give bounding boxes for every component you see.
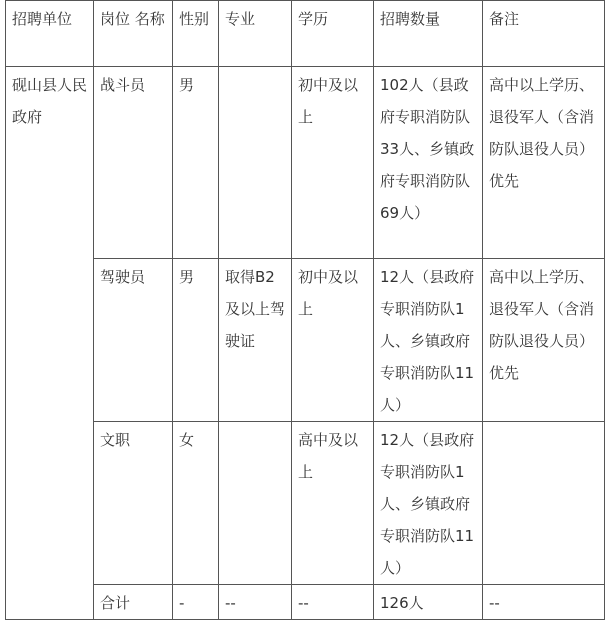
count-cell: 12人（县政府专职消防队1人、乡镇政府专职消防队11人）	[374, 259, 483, 422]
recruitment-table	[5, 0, 605, 620]
education-cell: 高中及以上	[292, 422, 374, 585]
count-cell: 102人（县政府专职消防队33人、乡镇政府专职消防队69人）	[374, 67, 483, 259]
table-row	[6, 67, 605, 259]
header-count: 招聘数量	[374, 1, 483, 67]
major-cell	[219, 67, 292, 259]
remark-cell	[483, 422, 605, 585]
header-gender: 性别	[173, 1, 219, 67]
education-cell: 初中及以上	[292, 259, 374, 422]
unit-cell: 砚山县人民政府	[6, 67, 94, 620]
total-education-cell: --	[292, 585, 374, 620]
remark-cell: 高中以上学历、退役军人（含消防队退役人员）优先	[483, 259, 605, 422]
major-cell: 取得B2及以上驾驶证	[219, 259, 292, 422]
remark-cell: 高中以上学历、退役军人（含消防队退役人员）优先	[483, 67, 605, 259]
header-major: 专业	[219, 1, 292, 67]
gender-cell: 男	[173, 259, 219, 422]
table-row	[6, 259, 605, 422]
header-remark: 备注	[483, 1, 605, 67]
gender-cell: 男	[173, 67, 219, 259]
total-gender-cell: -	[173, 585, 219, 620]
header-education: 学历	[292, 1, 374, 67]
education-cell: 初中及以上	[292, 67, 374, 259]
total-major-cell: --	[219, 585, 292, 620]
post-cell: 驾驶员	[94, 259, 173, 422]
table-header-row	[6, 1, 605, 67]
header-post: 岗位 名称	[94, 1, 173, 67]
total-label-cell: 合计	[94, 585, 173, 620]
post-cell: 文职	[94, 422, 173, 585]
total-remark-cell: --	[483, 585, 605, 620]
count-cell: 12人（县政府专职消防队1人、乡镇政府专职消防队11人）	[374, 422, 483, 585]
post-cell: 战斗员	[94, 67, 173, 259]
gender-cell: 女	[173, 422, 219, 585]
total-row	[6, 585, 605, 620]
header-unit: 招聘单位	[6, 1, 94, 67]
major-cell	[219, 422, 292, 585]
table-row	[6, 422, 605, 585]
total-count-cell: 126人	[374, 585, 483, 620]
